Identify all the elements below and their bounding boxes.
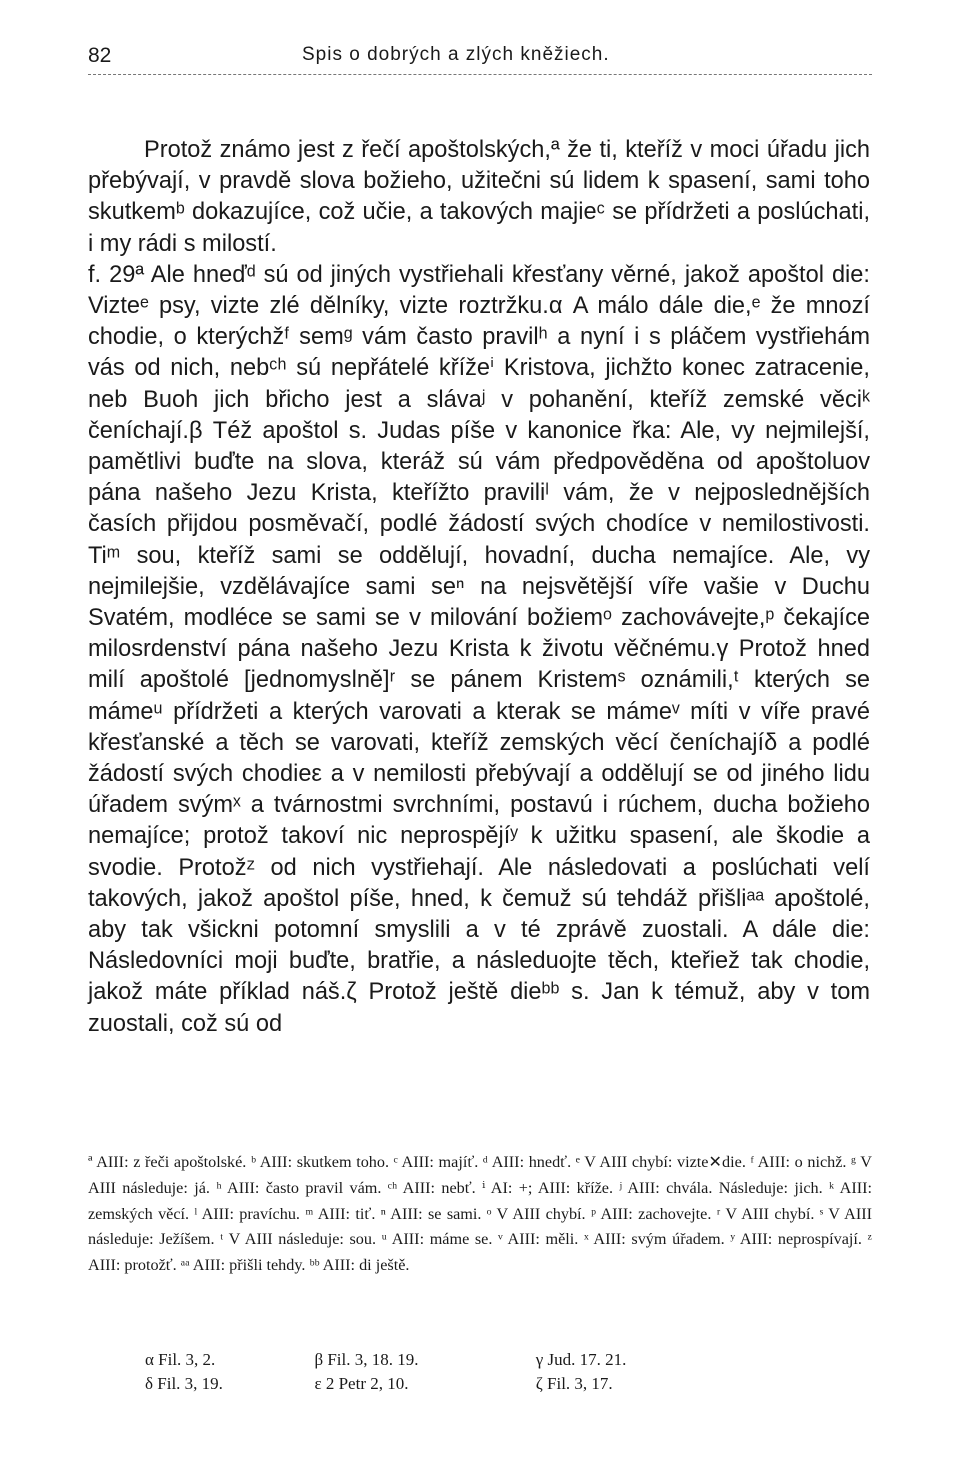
page-number: 82 bbox=[88, 44, 112, 67]
paragraph-2 bbox=[88, 260, 870, 1040]
reference-alpha: α Fil. 3, 2. bbox=[145, 1350, 216, 1369]
folio-mark: f. 29ª bbox=[88, 261, 145, 288]
reference-delta: δ Fil. 3, 19. bbox=[145, 1374, 223, 1393]
page-header bbox=[88, 40, 872, 76]
header-rule bbox=[88, 74, 872, 75]
footnotes-text: ª AIII: z řeči apoštolské. ᵇ AIII: skutkem toho. ᶜ AIII: majíť. ᵈ AIII: hnedť. ᵉ V AIII chybí: vizte✕die. ᶠ AIII: o nichž. ᵍ V AIII následuje: já. ʰ AIII: často pravil vám. ᶜʰ AIII: nebť. ⁱ AI: +; AIII: kříže. ʲ AIII: chvála. Následuje: jich. ᵏ AIII: zemských věcí. ˡ AIII: pravíchu. ᵐ AIII: tiť. ⁿ AIII: se sami. ᵒ V AIII chybí. ᵖ AIII: zachovejte. ʳ V AIII chybí. ˢ V AIII následuje: Ježíšem. ᵗ V AIII následuje: sou. ᵘ AIII: máme se. ᵛ AIII: měli. ˣ AIII: svým úřadem. ʸ AIII: neprospívají. ᶻ AIII: protožť. ᵃᵃ AIII: přišli tehdy. ᵇᵇ AIII: di ještě. bbox=[88, 1153, 872, 1275]
paragraph-1: Protož známo jest z řečí apoštolských,ª že ti, kteříž v moci úřadu jich přebývají, v pravdě slova božieho, užitečni sú lidem k spasení, sami toho skutkemᵇ dokazujíce, což učie, a takových majieᶜ se přídržeti a poslúchati, i my rádi s milostí. bbox=[88, 137, 870, 257]
scripture-references bbox=[145, 1348, 765, 1396]
running-title: Spis o dobrých a zlých kněžiech. bbox=[302, 44, 610, 65]
footnotes bbox=[88, 1150, 872, 1279]
reference-gamma: γ Jud. 17. 21. bbox=[535, 1350, 627, 1369]
reference-row bbox=[145, 1348, 765, 1372]
reference-epsilon: ε 2 Petr 2, 10. bbox=[314, 1374, 409, 1393]
main-text bbox=[88, 135, 870, 1040]
reference-beta: β Fil. 3, 18. 19. bbox=[314, 1350, 419, 1369]
paragraph-2-text: Ale hneďᵈ sú od jiných vystřiehali křesťany věrné, jakož apoštol die: Vizteᵉ psy, vizte zlé dělníky, vizte roztržku.α A málo dále die,ᵉ že mnozí chodie, o kterýchžᶠ semᵍ vám často pravilʰ a nyní i s pláčem vystřiehám vás od nich, nebᶜʰ sú nepřátelé křížeⁱ Kristova, jichžto konec zatracenie, neb Buoh jich břicho jest a slávaʲ v pohanění, kteříž zemské věciᵏ čeníchají.β Též apoštol s. Judas píše v kanonice řka: Ale, vy nejmilejší, pamětlivi buďte na slova, kteráž sú vám předpověděna od apoštoluov pána našeho Jezu Krista, kteřížto praviliˡ vám, že v nejposlednějších časích přijdou posměvačí, podlé žádostí svých chodíce v nemilostivosti. Tiᵐ sou, kteříž sami se oddělují, hovadní, ducha nemajíce. Ale, vy nejmilejšie, vzdělávajíce sami seⁿ na nejsvětější víře vašie v Duchu Svatém, modléce se sami se v milování božiemᵒ zachovávejte,ᵖ čekajíce milosrdenství pána našeho Jezu Krista k životu věčnému.γ Protož hned milí apoštolé [jednomyslně]ʳ se pánem Kristemˢ oznámili,ᵗ kterých se mámeᵘ přídržeti a kterých varovati a kterak se mámeᵛ míti v víře pravé křesťanské a těch se varovati, kteříž zemských věcí čeníchajíδ a podlé žádostí svých chodieε a v nemilosti přebývají a oddělují se od jiného lidu úřadem svýmˣ a tvárnostmi svrchními, postavú i rúchem, ducha božieho nemajíce; protož takoví nic neprospějíʸ k užitku spasení, ale škodie a svodie. Protožᶻ od nich vystřiehají. Ale následovati a poslúchati velí takových, jakož apoštol píše, hned, k čemuž sú tehdáž přišliᵃᵃ apoštolé, aby tak všickni potomní smyslili a v té zprávě zuostali. A dále die: Následovníci moji buďte, bratřie, a následuojte těch, kteřiež tak chodie, jakož máte příklad náš.ζ Protož ještě dieᵇᵇ s. Jan k témuž, aby v tom zuostali, což sú od bbox=[88, 261, 870, 1037]
reference-zeta: ζ Fil. 3, 17. bbox=[535, 1374, 613, 1393]
reference-row bbox=[145, 1372, 765, 1396]
